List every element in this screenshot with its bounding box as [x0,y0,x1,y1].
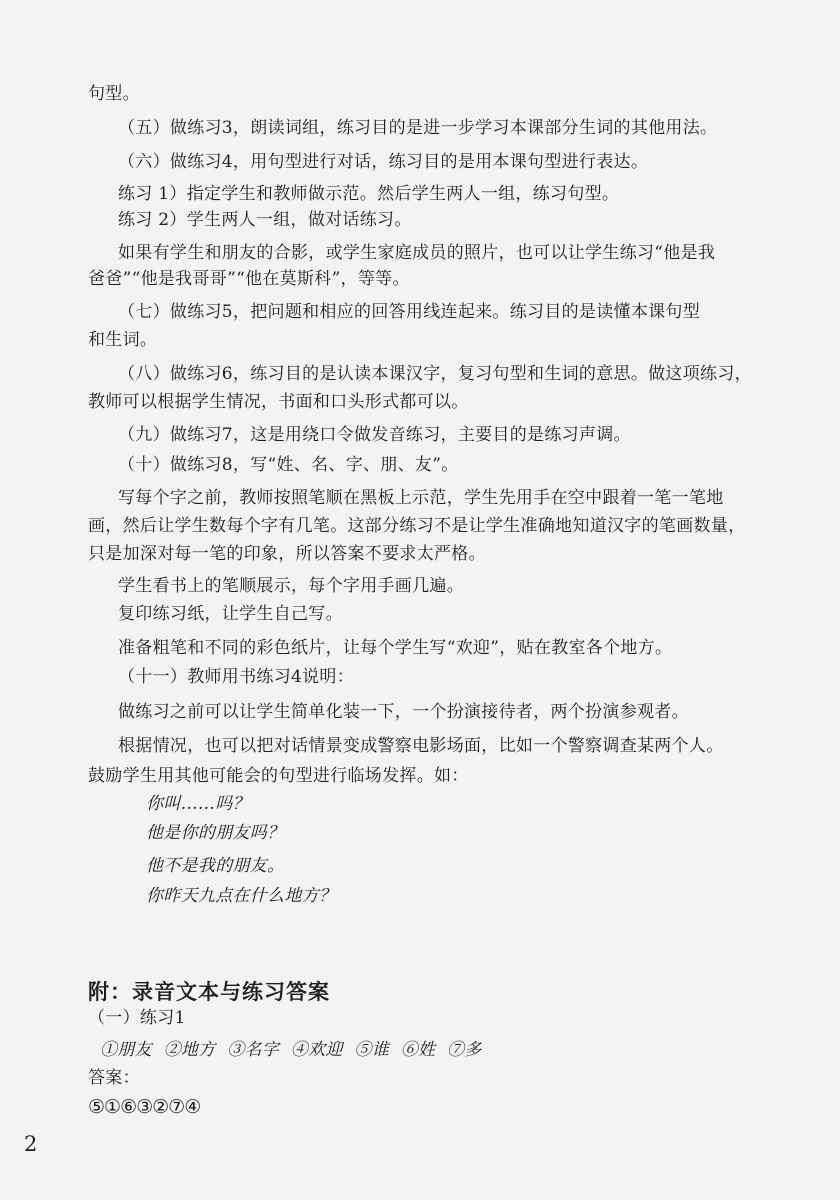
body-line: 学生看书上的笔顺展示，每个字用手画几遍。 [118,576,464,596]
body-line: 爸爸”“他是我哥哥”“他在莫斯科”，等等。 [88,269,410,289]
vocabulary-list: ①朋友 ②地方 ③名字 ④欢迎 ⑤谁 ⑥姓 ⑦多 [100,1040,482,1060]
page-number: 2 [24,1132,38,1156]
body-line: 复印练习纸，让学生自己写。 [118,604,343,624]
body-line: 练习 1）指定学生和教师做示范。然后学生两人一组，练习句型。 [118,184,620,204]
dialogue-example: 你叫……吗？ [146,794,250,814]
body-line: 只是加深对每一笔的印象，所以答案不要求太严格。 [88,544,486,564]
body-line: 鼓励学生用其他可能会的句型进行临场发挥。如： [88,766,469,786]
body-line: 准备粗笔和不同的彩色纸片，让每个学生写“欢迎”，贴在教室各个地方。 [118,638,673,658]
body-line: （七）做练习5，把问题和相应的回答用线连起来。练习目的是读懂本课句型 [118,302,701,322]
body-line: 练习 2）学生两人一组，做对话练习。 [118,210,412,230]
dialogue-example: 他不是我的朋友。 [146,856,285,876]
body-line: 根据情况，也可以把对话情景变成警察电影场面，比如一个警察调查某两个人。 [118,736,724,756]
body-line: 画，然后让学生数每个字有几笔。这部分练习不是让学生准确地知道汉字的笔画数量， [88,516,746,536]
body-line: 如果有学生和朋友的合影，或学生家庭成员的照片，也可以让学生练习“他是我 [118,243,716,263]
body-line: （九）做练习7，这是用绕口令做发音练习，主要目的是练习声调。 [118,425,631,445]
body-line: 写每个字之前，教师按照笔顺在黑板上示范，学生先用手在空中跟着一笔一笔地 [118,488,724,508]
body-line: 和生词。 [88,330,158,350]
answer-label: 答案： [88,1068,140,1088]
body-line: （五）做练习3，朗读词组，练习目的是进一步学习本课部分生词的其他用法。 [118,118,718,138]
body-line: 句型。 [88,84,140,104]
body-line: （八）做练习6，练习目的是认读本课汉字，复习句型和生词的意思。做这项练习， [118,364,752,384]
body-line: （十）做练习8，写“姓、名、字、朋、友”。 [118,455,459,475]
body-line: （十一）教师用书练习4说明： [118,667,355,687]
appendix-heading: 附：录音文本与练习答案 [88,980,330,1004]
appendix-subheading: （一）练习1 [88,1008,186,1028]
dialogue-example: 他是你的朋友吗？ [146,823,285,843]
body-line: （六）做练习4，用句型进行对话，练习目的是用本课句型进行表达。 [118,152,649,172]
answer-sequence: ⑤①⑥③②⑦④ [88,1096,201,1118]
body-line: 做练习之前可以让学生简单化装一下，一个扮演接待者，两个扮演参观者。 [118,702,689,722]
dialogue-example: 你昨天九点在什么地方？ [146,886,337,906]
body-line: 教师可以根据学生情况，书面和口头形式都可以。 [88,392,469,412]
